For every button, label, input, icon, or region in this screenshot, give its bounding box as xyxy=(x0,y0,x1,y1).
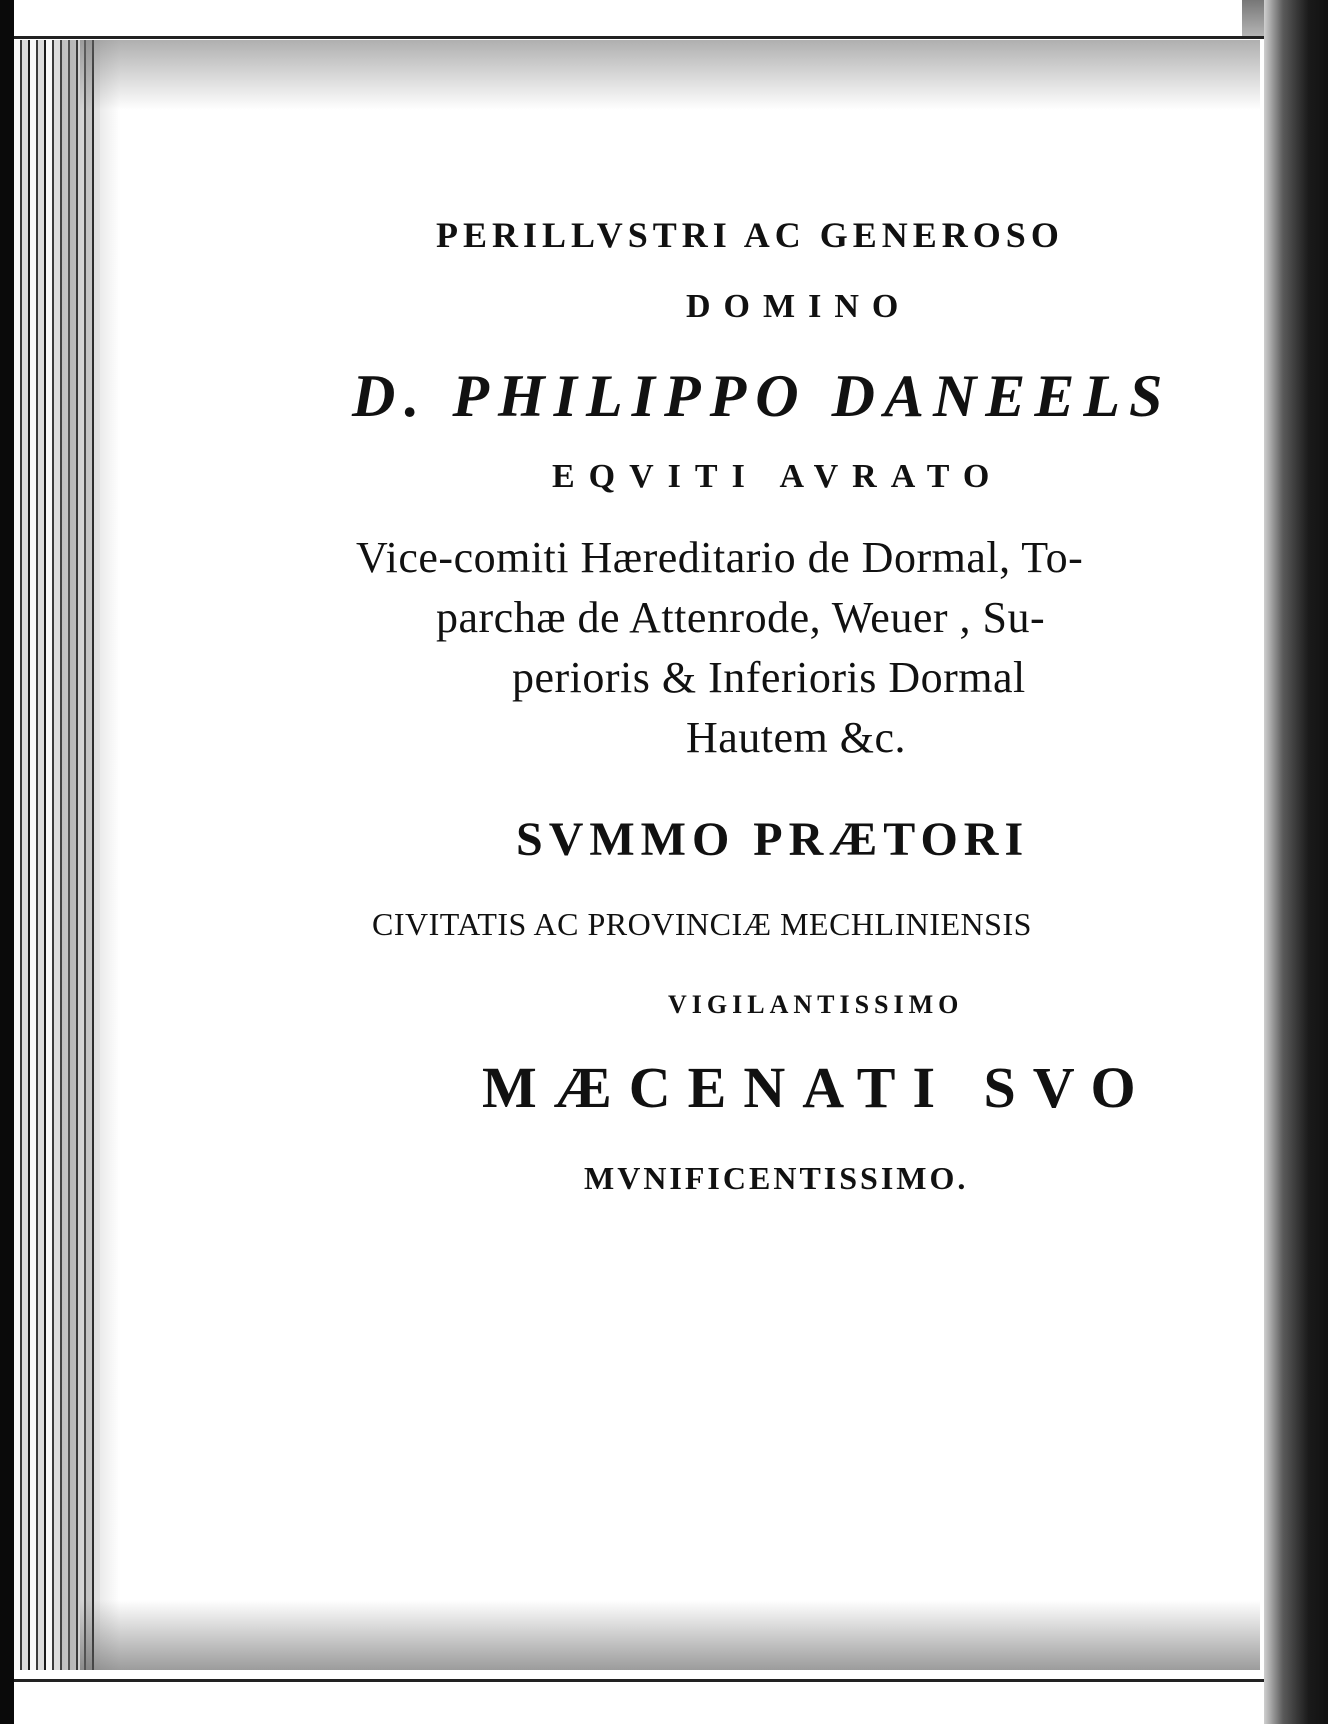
top-shadow xyxy=(80,40,1260,110)
dedication-line-3: D. PHILIPPO DANEELS xyxy=(352,363,1172,429)
right-edge-shadow xyxy=(1264,0,1328,1724)
dedication-line-1: PERILLVSTRI AC GENEROSO xyxy=(436,215,1064,255)
dedication-line-2: DOMINO xyxy=(686,288,912,325)
bottom-shadow xyxy=(80,1600,1260,1670)
dedication-line-12: MÆCENATI SVO xyxy=(482,1055,1153,1120)
dedication-line-4: EQVITI AVRATO xyxy=(552,458,1004,495)
dedication-line-10: CIVITATIS AC PROVINCIÆ MECHLINIENSIS xyxy=(372,906,1032,942)
dedication-line-13: MVNIFICENTISSIMO. xyxy=(584,1160,969,1196)
left-spine-shadow xyxy=(0,0,14,1724)
dedication-line-6: parchæ de Attenrode, Weuer , Su- xyxy=(436,593,1046,642)
dedication-line-5: Vice-comiti Hæreditario de Dormal, To- xyxy=(356,533,1084,582)
dedication-line-11: VIGILANTISSIMO xyxy=(668,990,964,1019)
fore-edge-shading xyxy=(60,40,120,1670)
dedication-line-9: SVMMO PRÆTORI xyxy=(516,813,1030,866)
dedication-line-7: perioris & Inferioris Dormal xyxy=(512,653,1026,702)
dedication-line-8: Hautem &c. xyxy=(686,713,907,762)
